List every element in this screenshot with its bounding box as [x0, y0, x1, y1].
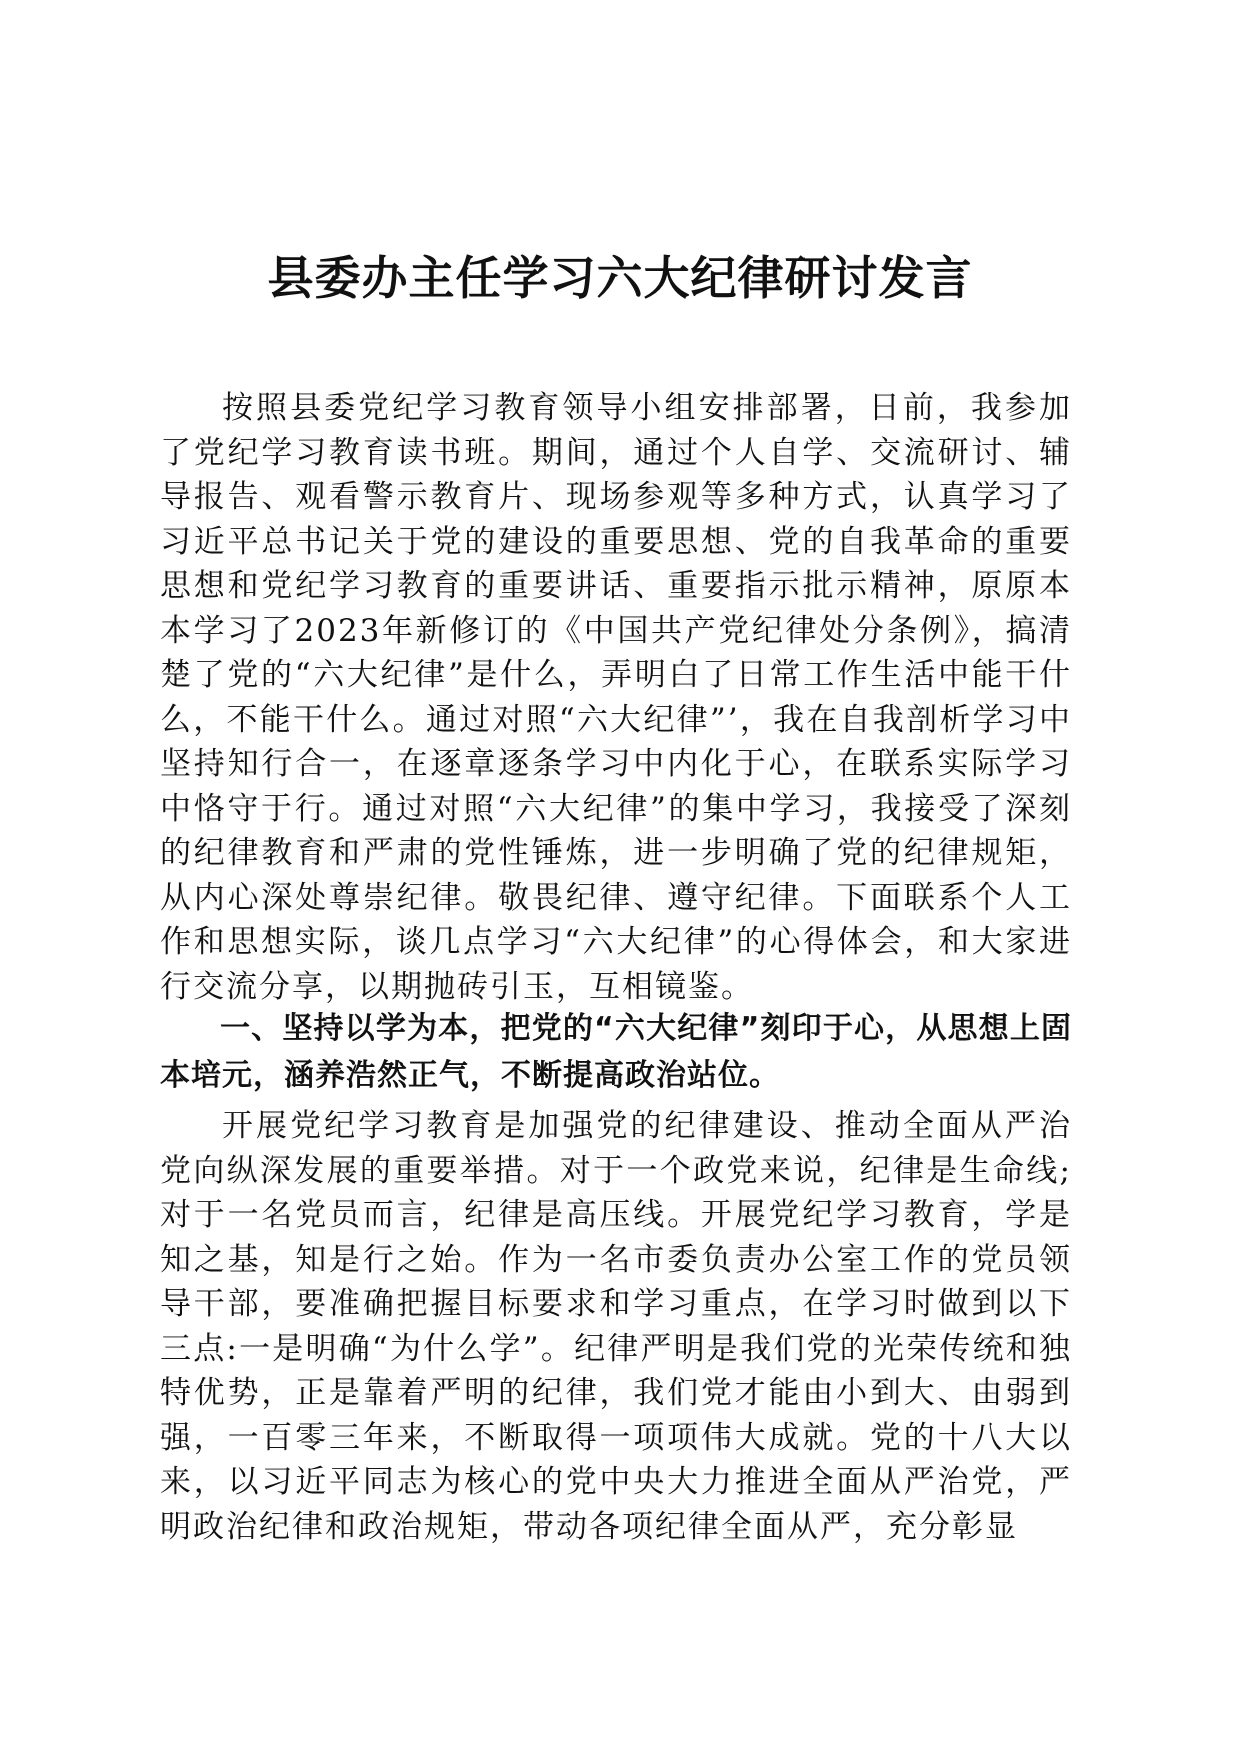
section-1-paragraph: 开展党纪学习教育是加强党的纪律建设、推动全面从严治党向纵深发展的重要举措。对于一个政党来说，纪律是生命线;对于一名党员而言，纪律是高压线。开展党纪学习教育，学是知之基，知是行之始。作为一名市委负责办公室工作的党员领导干部，要准确把握目标要求和学习重点，在学习时做到以下三点:一是明确“为什么学”。纪律严明是我们党的光荣传统和独特优势，正是靠着严明的纪律，我们党才能由小到大、由弱到强，一百零三年来，不断取得一项项伟大成就。党的十八大以来，以习近平同志为核心的党中央大力推进全面从严治党，严明政治纪律和政治规矩，带动各项纪律全面从严，充分彰显 — [160, 1108, 1072, 1545]
intro-paragraph: 按照县委党纪学习教育领导小组安排部署，日前，我参加了党纪学习教育读书班。期间，通过个人自学、交流研讨、辅导报告、观看警示教育片、现场参观等多种方式，认真学习了习近平总书记关于党的建设的重要思想、党的自我革命的重要思想和党纪学习教育的重要讲话、重要指示批示精神，原原本本学习了2023年新修订的《中国共产党纪律处分条例》，搞清楚了党的“六大纪律”是什么，弄明白了日常工作生活中能干什么，不能干什么。通过对照“六大纪律”’，我在自我剖析学习中坚持知行合一，在逐章逐条学习中内化于心，在联系实际学习中恪守于行。通过对照“六大纪律”的集中学习，我接受了深刻的纪律教育和严肃的党性锤炼，进一步明确了党的纪律规矩，从内心深处尊崇纪律。敬畏纪律、遵守纪律。下面联系个人工作和思想实际，谈几点学习“六大纪律”的心得体会，和大家进行交流分享，以期抛砖引玉，互相镜鉴。 — [160, 390, 1072, 1005]
section-heading-1: 一、坚持以学为本，把党的“六大纪律”刻印于心，从思想上固本培元，涵养浩然正气，不断提高政治站位。 — [160, 1011, 1072, 1093]
document-title: 县委办主任学习六大纪律研讨发言 — [267, 251, 973, 305]
